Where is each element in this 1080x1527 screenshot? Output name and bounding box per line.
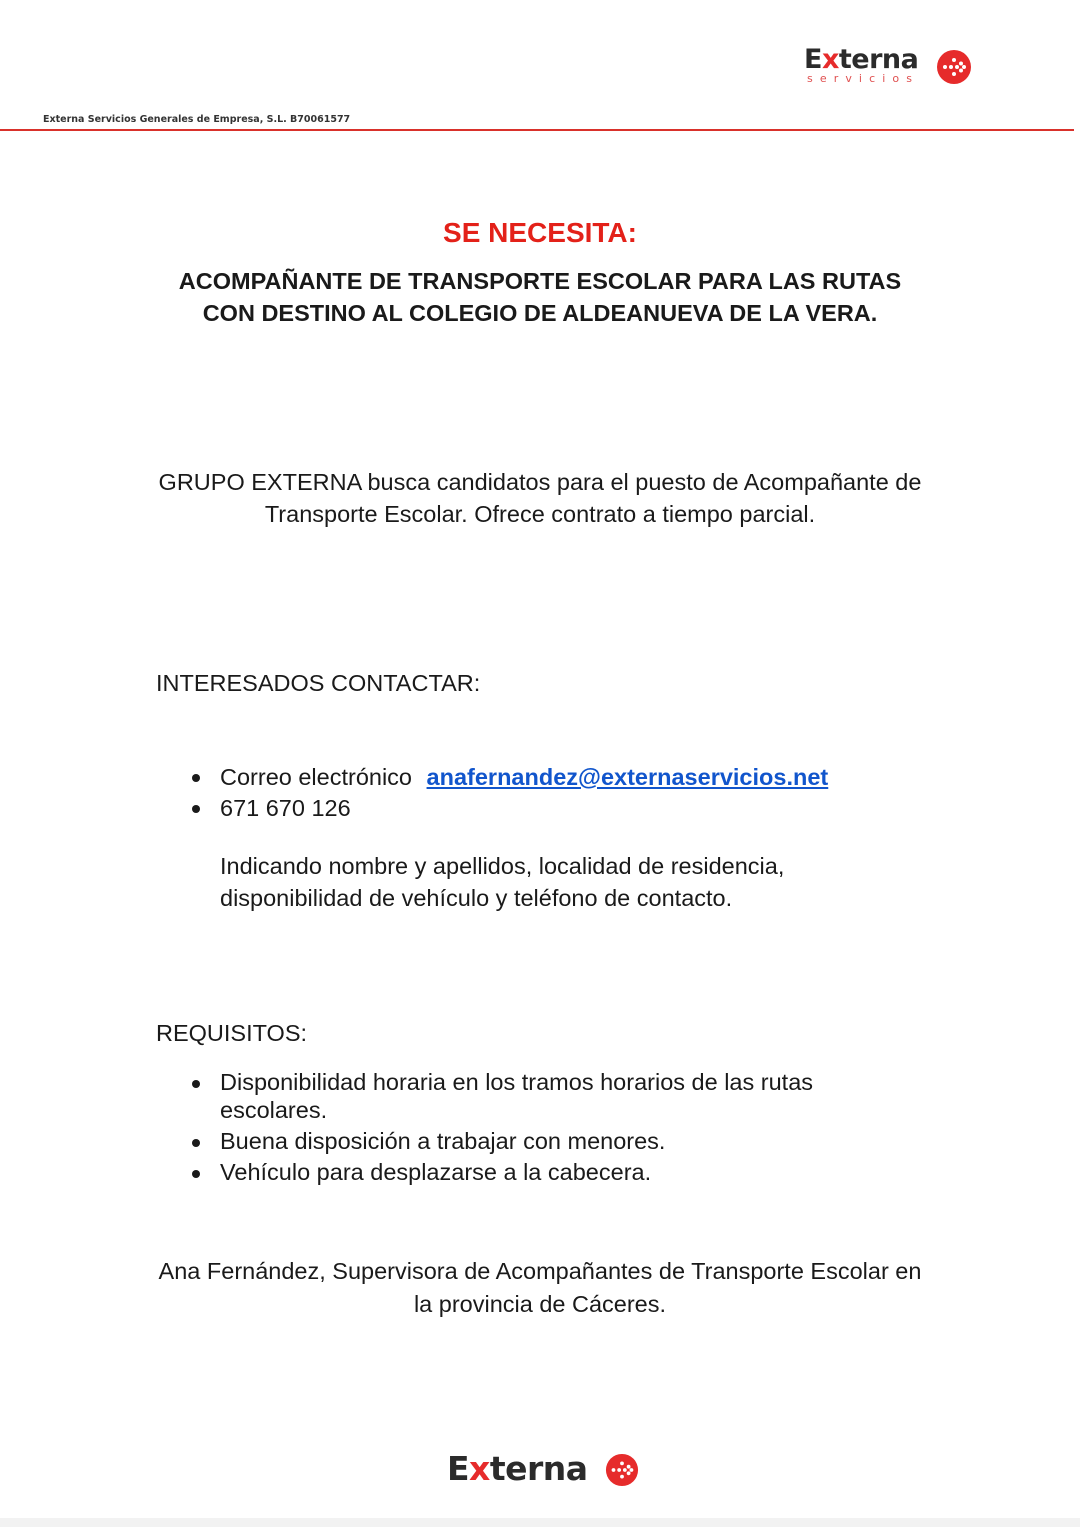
- email-link[interactable]: anafernandez@externaservicios.net: [426, 764, 829, 790]
- externa-logo: [804, 44, 974, 94]
- email-label: Correo electrónico: [220, 764, 413, 790]
- bullet-icon: [192, 774, 200, 782]
- contact-list: [188, 762, 828, 823]
- position-title: ACOMPAÑANTE DE TRANSPORTE ESCOLAR PARA LAS RUTAS CON DESTINO AL COLEGIO DE ALDEANUEVA DE LA VERA.: [178, 268, 902, 326]
- company-legal-line: Externa Servicios Generales de Empresa, S.L. B70061577: [43, 114, 351, 125]
- page-bottom-edge: [0, 1518, 1080, 1527]
- bullet-icon: [192, 1080, 200, 1088]
- footer-wordmark: Externa: [447, 1449, 588, 1488]
- bullet-icon: [192, 1170, 200, 1178]
- arrow-dots-icon: [936, 49, 972, 85]
- intro-paragraph: GRUPO EXTERNA busca candidatos para el puesto de Acompañante de Transporte Escolar. Ofrece contrato a tiempo parcial.: [158, 469, 922, 527]
- requirement-item: Disponibilidad horaria en los tramos horarios de las rutas escolares.: [188, 1068, 908, 1124]
- logo-subtitle: servicios: [807, 72, 920, 85]
- notice-heading: SE NECESITA:: [443, 217, 637, 248]
- bullet-icon: [192, 1139, 200, 1147]
- requirements-heading: REQUISITOS:: [156, 1020, 308, 1046]
- phone-number: 671 670 126: [220, 795, 351, 821]
- logo-wordmark: Externa: [804, 44, 919, 75]
- requirement-item: Buena disposición a trabajar con menores.: [188, 1127, 908, 1155]
- contact-heading: INTERESADOS CONTACTAR:: [156, 670, 481, 696]
- arrow-dots-icon: [605, 1453, 639, 1487]
- contact-phone-item: [188, 793, 828, 823]
- application-instructions: Indicando nombre y apellidos, localidad de residencia, disponibilidad de vehículo y teléfono de contacto.: [220, 853, 785, 911]
- bullet-icon: [192, 805, 200, 813]
- contact-email-item: [188, 762, 828, 792]
- header-divider: [0, 129, 1074, 131]
- requirements-list: [188, 1068, 908, 1189]
- signature: Ana Fernández, Supervisora de Acompañantes de Transporte Escolar en la provincia de Cáceres.: [158, 1258, 922, 1317]
- requirement-item: Vehículo para desplazarse a la cabecera.: [188, 1158, 908, 1186]
- footer-logo: [447, 1450, 647, 1490]
